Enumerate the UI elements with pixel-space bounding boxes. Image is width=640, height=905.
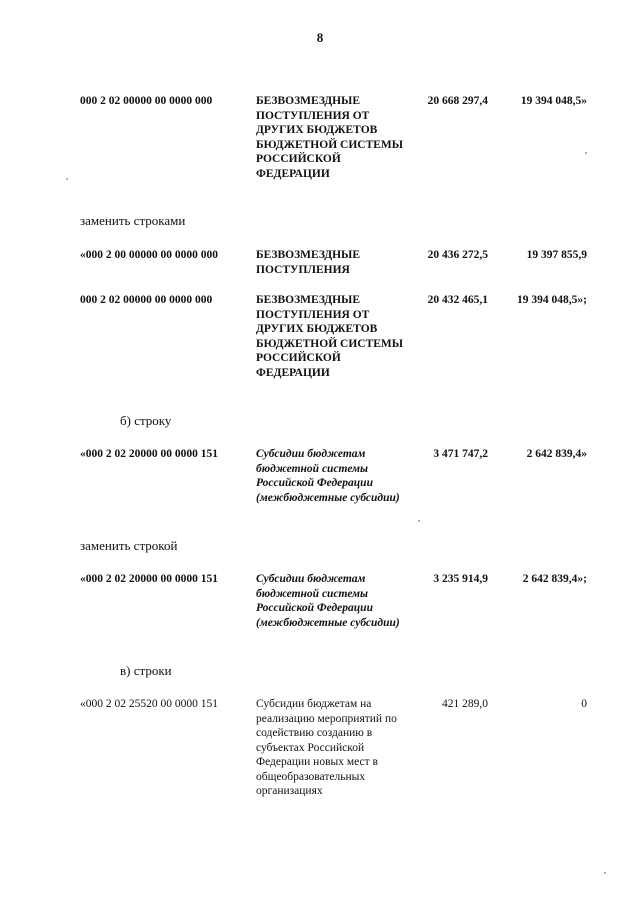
- statement-replace-line: заменить строкой: [80, 538, 178, 553]
- scan-speck: [66, 178, 68, 180]
- value-year-1: 421 289,0: [442, 698, 488, 710]
- value-year-2: 19 394 048,5»;: [517, 294, 587, 306]
- statement-v-lines: в) строки: [120, 663, 172, 678]
- budget-code: «000 2 02 20000 00 0000 151: [80, 448, 218, 460]
- row-description: БЕЗВОЗМЕЗДНЫЕ ПОСТУПЛЕНИЯ ОТ ДРУГИХ БЮДЖЕТОВ БЮДЖЕТНОЙ СИСТЕМЫ РОССИЙСКОЙ ФЕДЕРАЦИИ: [256, 95, 404, 180]
- budget-code: «000 2 02 20000 00 0000 151: [80, 573, 218, 585]
- row-description: БЕЗВОЗМЕЗДНЫЕ ПОСТУПЛЕНИЯ ОТ ДРУГИХ БЮДЖЕТОВ БЮДЖЕТНОЙ СИСТЕМЫ РОССИЙСКОЙ ФЕДЕРАЦИИ: [256, 294, 404, 379]
- statement-replace-lines: заменить строками: [80, 213, 186, 228]
- value-year-2: 0: [581, 698, 587, 710]
- value-year-2: 2 642 839,4»;: [522, 573, 587, 585]
- row-description: Субсидии бюджетам бюджетной системы Российской Федерации (межбюджетные субсидии): [256, 448, 400, 504]
- budget-code: 000 2 02 00000 00 0000 000: [80, 294, 213, 306]
- row-description: Субсидии бюджетам бюджетной системы Российской Федерации (межбюджетные субсидии): [256, 573, 400, 629]
- value-year-1: 3 235 914,9: [433, 573, 488, 585]
- scan-speck: [418, 520, 420, 522]
- statement-b-line: б) строку: [120, 413, 172, 428]
- page-number: 8: [316, 30, 324, 45]
- value-year-1: 3 471 747,2: [433, 448, 488, 460]
- row-description: БЕЗВОЗМЕЗДНЫЕ ПОСТУПЛЕНИЯ: [256, 249, 361, 276]
- budget-code: «000 2 02 25520 00 0000 151: [80, 698, 218, 710]
- scan-speck: [604, 872, 606, 874]
- scan-speck: [585, 152, 587, 154]
- budget-code: 000 2 02 00000 00 0000 000: [80, 95, 213, 107]
- value-year-1: 20 432 465,1: [427, 294, 488, 306]
- value-year-2: 2 642 839,4»: [526, 448, 587, 460]
- value-year-2: 19 394 048,5»: [520, 95, 587, 107]
- budget-code: «000 2 00 00000 00 0000 000: [80, 249, 218, 261]
- row-description: Субсидии бюджетам на реализацию мероприятий по содействию созданию в субъектах Российской Федерации новых мест в общеобразовательных организациях: [256, 698, 397, 797]
- value-year-1: 20 668 297,4: [427, 95, 488, 107]
- value-year-1: 20 436 272,5: [427, 249, 488, 261]
- value-year-2: 19 397 855,9: [526, 249, 587, 261]
